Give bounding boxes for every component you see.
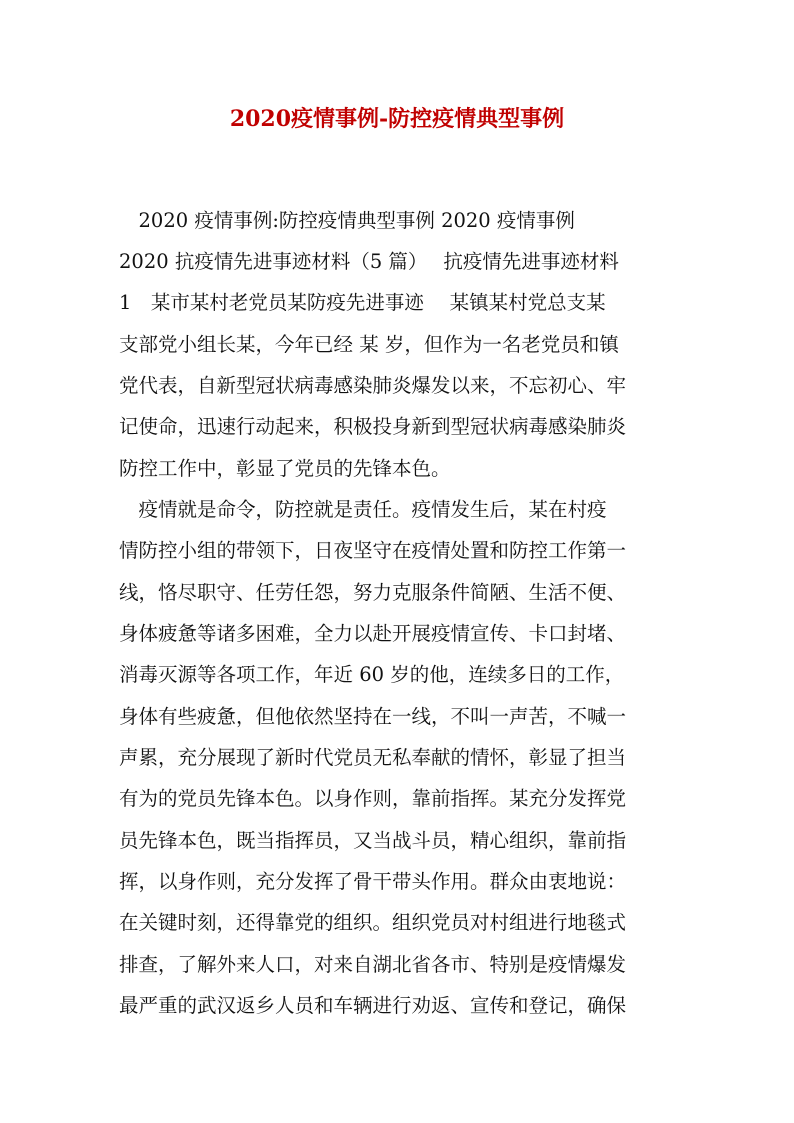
body-line: 身体疲惫等诸多困难，全力以赴开展疫情宣传、卡口封堵、: [119, 622, 627, 645]
body-line: 2020 疫情事例:防控疫情典型事例 2020 疫情事例: [119, 209, 575, 232]
body-line: 党代表，自新型冠状病毒感染肺炎爆发以来，不忘初心、牢: [119, 374, 627, 397]
body-line: 疫情就是命令，防控就是责任。疫情发生后，某在村疫: [119, 498, 607, 521]
body-line: 有为的党员先锋本色。以身作则，靠前指挥。某充分发挥党: [119, 787, 627, 810]
body-line: 支部党小组长某，今年已经 某 岁，但作为一名老党员和镇: [119, 333, 619, 356]
body-line: 防控工作中，彰显了党员的先锋本色。: [119, 457, 451, 480]
body-line: 2020 抗疫情先进事迹材料（5 篇） 抗疫情先进事迹材料: [119, 250, 619, 273]
body-line: 记使命，迅速行动起来，积极投身新到型冠状病毒感染肺炎: [119, 415, 627, 438]
body-line: 1 某市某村老党员某防疫先进事迹 某镇某村党总支某: [119, 291, 606, 314]
body-line: 消毒灭源等各项工作，年近 60 岁的他，连续多日的工作，: [119, 663, 625, 686]
body-line: 挥，以身作则，充分发挥了骨干带头作用。群众由衷地说：: [119, 870, 627, 893]
body-line: 在关键时刻，还得靠党的组织。组织党员对村组进行地毯式: [119, 911, 627, 934]
body-line: 员先锋本色，既当指挥员，又当战斗员，精心组织，靠前指: [119, 829, 627, 852]
body-line: 身体有些疲惫，但他依然坚持在一线，不叫一声苦，不喊一: [119, 705, 627, 728]
body-line: 最严重的武汉返乡人员和车辆进行劝返、宣传和登记，确保: [119, 994, 627, 1017]
body-line: 声累，充分展现了新时代党员无私奉献的情怀，彰显了担当: [119, 746, 627, 769]
document-title: 2020疫情事例-防控疫情典型事例: [229, 106, 565, 132]
body-line: 线，恪尽职守、任劳任怨，努力克服条件简陋、生活不便、: [119, 581, 627, 604]
body-line: 排查，了解外来人口，对来自湖北省各市、特别是疫情爆发: [119, 953, 627, 976]
body-line: 情防控小组的带领下，日夜坚守在疫情处置和防控工作第一: [119, 539, 627, 562]
